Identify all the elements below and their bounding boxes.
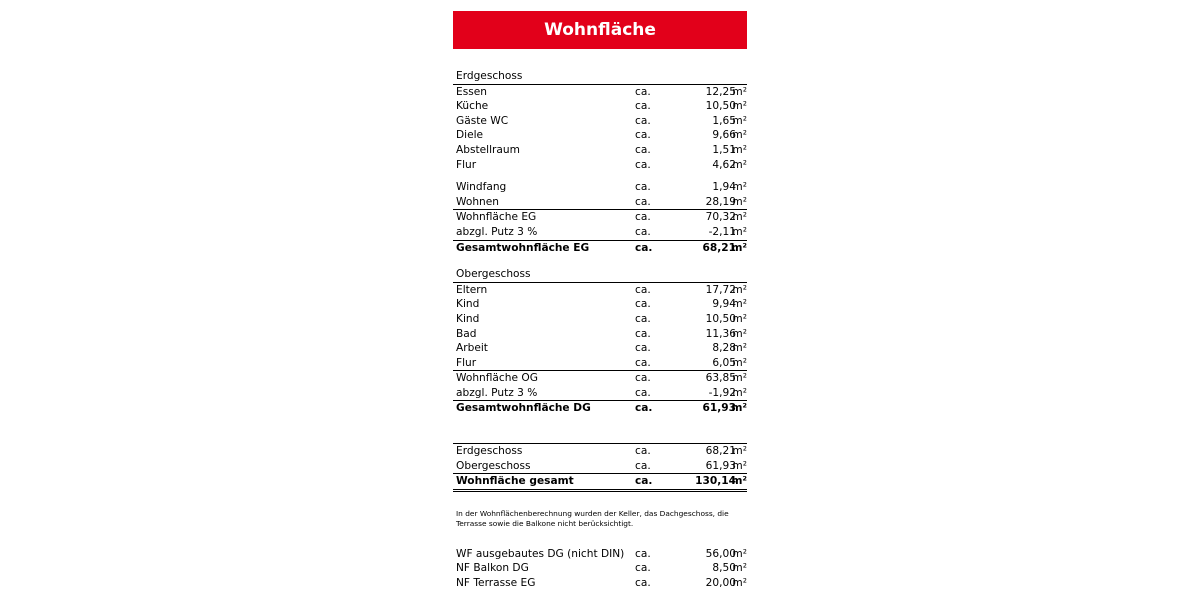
row-label: Essen	[456, 85, 487, 98]
row-unit: m²	[732, 129, 747, 142]
row-ca: ca.	[635, 547, 651, 560]
row-value: 10,50	[705, 100, 736, 113]
row-ca: ca.	[635, 129, 651, 142]
area-sheet	[453, 11, 747, 591]
row-label: Flur	[456, 158, 477, 171]
total-row	[453, 240, 747, 256]
row-label: Abstellraum	[456, 143, 520, 156]
row-value: 9,94	[712, 298, 736, 311]
row-label: Eltern	[456, 283, 488, 296]
row-label: NF Terrasse EG	[456, 577, 536, 590]
row-unit: m²	[732, 195, 747, 208]
row-unit: m²	[732, 114, 747, 127]
eg-rooms-a	[453, 85, 747, 173]
eg-rooms-b	[453, 180, 747, 209]
summary-section	[453, 443, 747, 492]
row-ca: ca.	[635, 241, 653, 254]
row-ca: ca.	[635, 577, 651, 590]
row-unit: m²	[732, 100, 747, 113]
row-ca: ca.	[635, 298, 651, 311]
subtotal-row	[453, 209, 747, 225]
total-row	[453, 400, 747, 416]
row-label: Arbeit	[456, 342, 488, 355]
table-row	[453, 341, 747, 356]
row-unit: m²	[732, 342, 747, 355]
table-row	[453, 297, 747, 312]
section-obergeschoss	[453, 267, 747, 416]
row-ca: ca.	[635, 372, 651, 385]
row-label: Wohnfläche EG	[456, 211, 537, 224]
extras-section	[453, 547, 747, 591]
table-row	[453, 459, 747, 474]
table-row	[453, 547, 747, 562]
row-label: Bad	[456, 327, 477, 340]
row-unit: m²	[732, 356, 747, 369]
row-unit: m²	[732, 283, 747, 296]
row-ca: ca.	[635, 342, 651, 355]
row-unit: m²	[732, 225, 747, 238]
row-unit: m²	[732, 85, 747, 98]
table-row	[453, 561, 747, 576]
table-row	[453, 143, 747, 158]
row-ca: ca.	[635, 181, 651, 194]
row-label: NF Balkon DG	[456, 562, 529, 575]
row-unit: m²	[732, 577, 747, 590]
row-value: 6,05	[712, 356, 736, 369]
table-row	[453, 356, 747, 371]
row-value: 10,50	[705, 312, 736, 325]
row-ca: ca.	[635, 143, 651, 156]
row-ca: ca.	[635, 475, 653, 488]
table-row	[453, 327, 747, 342]
table-row	[453, 444, 747, 459]
row-ca: ca.	[635, 195, 651, 208]
row-value: 63,85	[705, 372, 736, 385]
row-value: 20,00	[705, 577, 736, 590]
row-label: Wohnfläche gesamt	[456, 475, 574, 488]
row-ca: ca.	[635, 114, 651, 127]
row-ca: ca.	[635, 327, 651, 340]
row-value: 4,62	[712, 158, 736, 171]
row-value: 130,14	[695, 475, 736, 488]
table-row	[453, 312, 747, 327]
row-label: Flur	[456, 356, 477, 369]
row-label: Windfang	[456, 181, 507, 194]
row-ca: ca.	[635, 283, 651, 296]
deduction-row	[453, 386, 747, 401]
row-unit: m²	[732, 158, 747, 171]
section-erdgeschoss	[453, 69, 747, 255]
row-unit: m²	[732, 143, 747, 156]
row-ca: ca.	[635, 562, 651, 575]
row-value: 28,19	[705, 195, 736, 208]
row-value: 1,94	[712, 181, 736, 194]
table-row	[453, 195, 747, 210]
row-label: Wohnfläche OG	[456, 372, 538, 385]
row-value: 1,51	[712, 143, 736, 156]
row-value: 8,28	[712, 342, 736, 355]
table-row	[453, 283, 747, 298]
row-label: Kind	[456, 312, 480, 325]
row-value: -1,92	[708, 386, 736, 399]
row-ca: ca.	[635, 356, 651, 369]
row-value: 11,36	[705, 327, 736, 340]
row-unit: m²	[732, 372, 747, 385]
section-heading-label: Obergeschoss	[456, 268, 531, 281]
row-unit: m²	[732, 562, 747, 575]
row-label: Kind	[456, 298, 480, 311]
table-row	[453, 158, 747, 173]
row-label: Küche	[456, 100, 489, 113]
row-ca: ca.	[635, 402, 653, 415]
row-unit: m²	[731, 402, 747, 415]
row-unit: m²	[732, 312, 747, 325]
row-ca: ca.	[635, 211, 651, 224]
row-unit: m²	[732, 211, 747, 224]
row-value: 56,00	[705, 547, 736, 560]
row-ca: ca.	[635, 312, 651, 325]
row-ca: ca.	[635, 85, 651, 98]
row-ca: ca.	[635, 459, 651, 472]
row-value: 68,21	[702, 241, 736, 254]
row-unit: m²	[732, 386, 747, 399]
og-rooms	[453, 283, 747, 371]
row-ca: ca.	[635, 100, 651, 113]
row-unit: m²	[732, 547, 747, 560]
row-label: Erdgeschoss	[456, 445, 523, 458]
row-ca: ca.	[635, 158, 651, 171]
row-value: 61,93	[702, 402, 736, 415]
row-label: Gäste WC	[456, 114, 509, 127]
row-label: Wohnen	[456, 195, 499, 208]
section-heading	[453, 69, 747, 85]
row-ca: ca.	[635, 225, 651, 238]
grand-total-row	[453, 473, 747, 492]
row-unit: m²	[732, 327, 747, 340]
table-row	[453, 576, 747, 591]
row-value: 61,93	[705, 459, 736, 472]
row-unit: m²	[732, 181, 747, 194]
subtotal-row	[453, 370, 747, 386]
row-value: 1,65	[712, 114, 736, 127]
row-value: 17,72	[705, 283, 736, 296]
table-row	[453, 180, 747, 195]
row-unit: m²	[731, 241, 747, 254]
table-row	[453, 85, 747, 100]
row-label: WF ausgebautes DG (nicht DIN)	[456, 547, 625, 560]
row-label: Gesamtwohnfläche EG	[456, 241, 590, 254]
row-value: 68,21	[705, 445, 736, 458]
row-label: abzgl. Putz 3 %	[456, 225, 538, 238]
row-label: Gesamtwohnfläche DG	[456, 402, 591, 415]
row-ca: ca.	[635, 386, 651, 399]
table-row	[453, 128, 747, 143]
title-banner: Wohnfläche	[453, 11, 747, 49]
row-value: 12,25	[705, 85, 736, 98]
row-label: Diele	[456, 129, 484, 142]
row-value: 8,50	[712, 562, 736, 575]
summary-rows	[453, 444, 747, 473]
footnote: In der Wohnflächenberechnung wurden der Keller, das Dachgeschoss, die Terrasse sowie die Balkone nicht berücksichtigt.	[456, 508, 729, 528]
row-unit: m²	[731, 475, 747, 488]
row-label: abzgl. Putz 3 %	[456, 386, 538, 399]
row-unit: m²	[732, 298, 747, 311]
row-value: 70,32	[705, 211, 736, 224]
row-unit: m²	[732, 459, 747, 472]
section-heading	[453, 267, 747, 283]
table-row	[453, 114, 747, 129]
row-value: -2,11	[708, 225, 736, 238]
table-row	[453, 99, 747, 114]
row-label: Obergeschoss	[456, 459, 531, 472]
row-unit: m²	[732, 445, 747, 458]
row-ca: ca.	[635, 445, 651, 458]
section-heading-label: Erdgeschoss	[456, 70, 523, 82]
row-value: 9,66	[712, 129, 736, 142]
deduction-row	[453, 225, 747, 240]
